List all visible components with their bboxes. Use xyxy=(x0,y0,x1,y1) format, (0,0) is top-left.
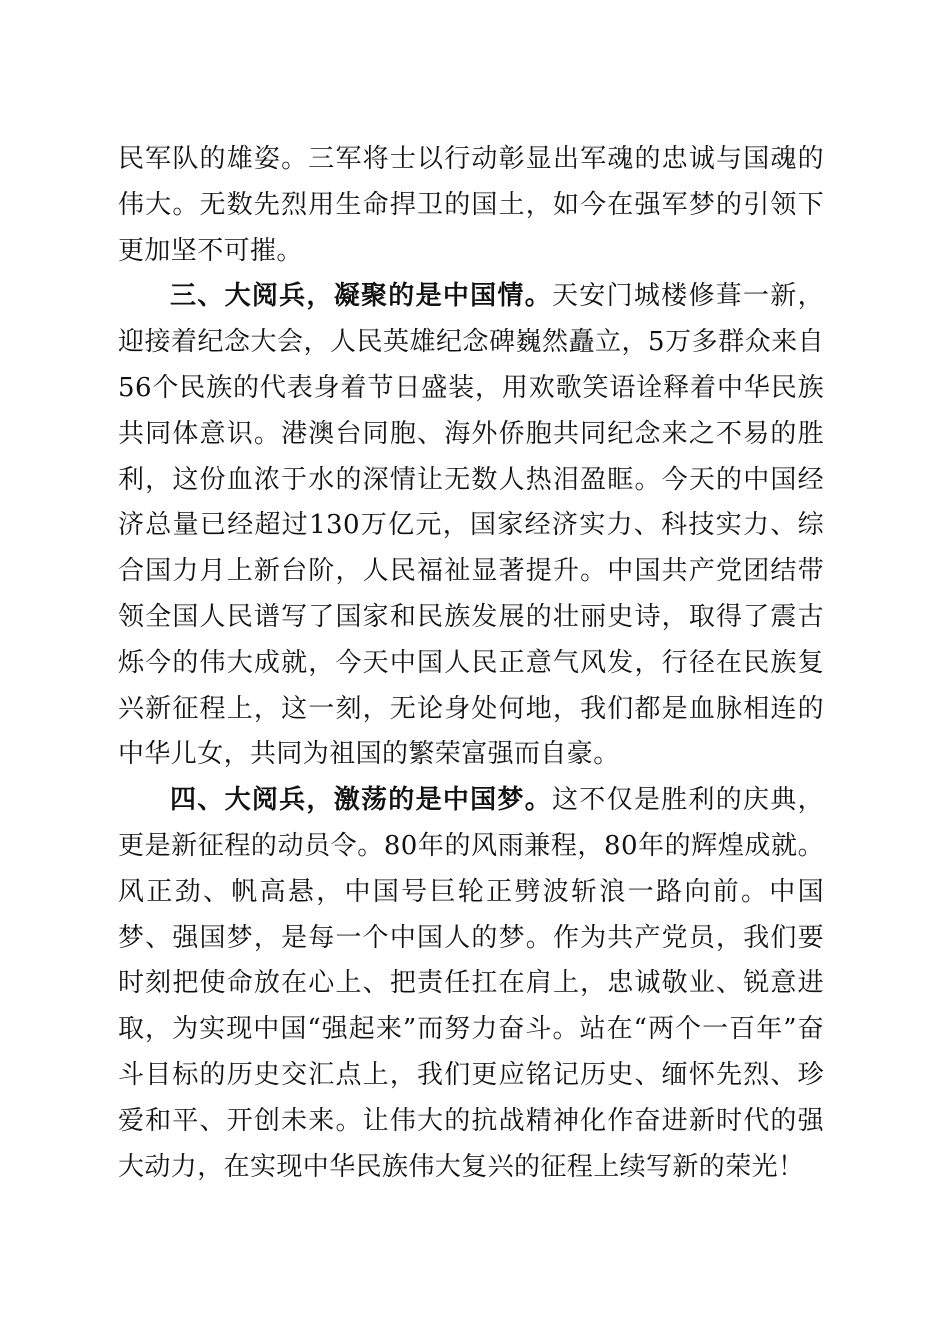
paragraph-section-four xyxy=(118,778,824,1190)
paragraph-continued xyxy=(118,137,824,274)
document-body xyxy=(118,137,824,1190)
paragraph-text: 民军队的雄姿。三军将士以行动彰显出军魂的忠诚与国魂的伟大。无数先烈用生命捍卫的国土，如今在强军梦的引领下更加坚不可摧。 xyxy=(118,144,824,266)
paragraph-text: 这不仅是胜利的庆典，更是新征程的动员令。80年的风雨兼程，80年的辉煌成就。风正劲、帆高悬，中国号巨轮正劈波斩浪一路向前。中国梦、强国梦，是每一个中国人的梦。作为共产党员，我们要时刻把使命放在心上、把责任扛在肩上，忠诚敬业、锐意进取，为实现中国“强起来”而努力奋斗。站在“两个一百年”奋斗目标的历史交汇点上，我们更应铭记历史、缅怀先烈、珍爱和平、开创未来。让伟大的抗战精神化作奋进新时代的强大动力，在实现中华民族伟大复兴的征程上续写新的荣光！ xyxy=(118,785,824,1182)
paragraph-section-three xyxy=(118,274,824,778)
paragraph-text: 天安门城楼修葺一新，迎接着纪念大会，人民英雄纪念碑巍然矗立，5万多群众来自56个民族的代表身着节日盛装，用欢歌笑语诠释着中华民族共同体意识。港澳台同胞、海外侨胞共同纪念来之不易的胜利，这份血浓于水的深情让无数人热泪盈眶。今天的中国经济总量已经超过130万亿元，国家经济实力、科技实力、综合国力月上新台阶，人民福祉显著提升。中国共产党团结带领全国人民谱写了国家和民族发展的壮丽史诗，取得了震古烁今的伟大成就，今天中国人民正意气风发，行径在民族复兴新征程上，这一刻，无论身处何地，我们都是血脉相连的中华儿女，共同为祖国的繁荣富强而自豪。 xyxy=(118,281,824,770)
section-heading-three: 三、大阅兵，凝聚的是中国情。 xyxy=(170,281,553,312)
section-heading-four: 四、大阅兵，激荡的是中国梦。 xyxy=(170,785,553,816)
